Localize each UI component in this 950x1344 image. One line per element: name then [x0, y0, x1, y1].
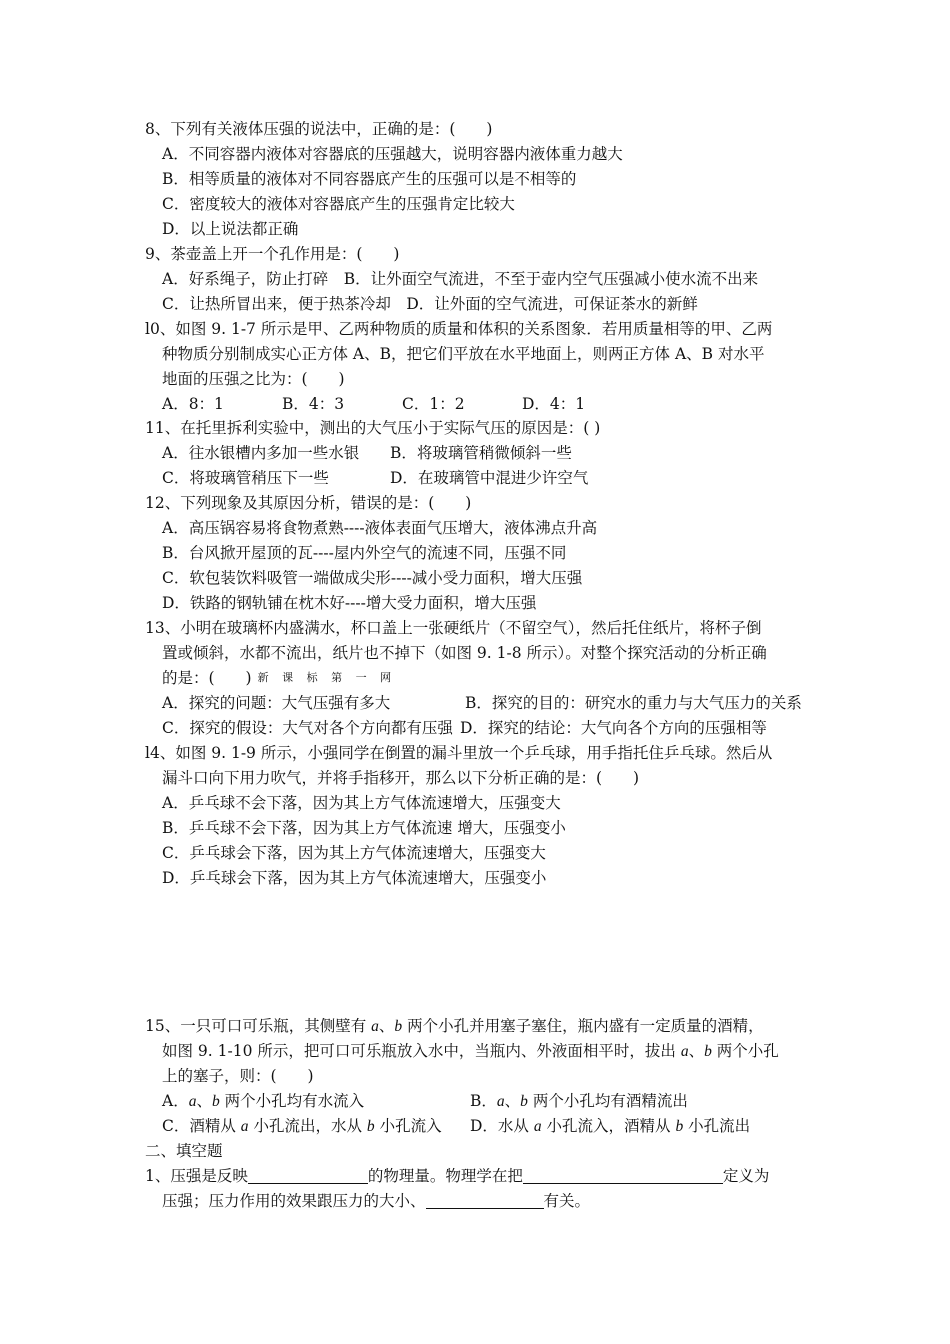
- q11-option-b: B．将玻璃管稍微倾斜一些: [390, 444, 572, 462]
- fill1-text: 定义为: [722, 1167, 770, 1185]
- q15-text: D．水从: [470, 1117, 534, 1135]
- q15-option-d: [470, 1116, 750, 1137]
- q10-stem-line2: 种物质分别制成实心正方体 A、B，把它们平放在水平地面上，则两正方体 A、B 对水平: [162, 345, 765, 363]
- q14-option-a: A．乒乓球不会下落，因为其上方气体流速增大，压强变大: [162, 794, 561, 812]
- q15-sep: 、: [378, 1017, 395, 1035]
- q13-option-b: B．探究的目的：研究水的重力与大气压力的关系: [465, 694, 802, 712]
- q15-text: 如图 9. 1-10 所示，把可口可乐瓶放入水中，当瓶内、外液面相平时，拔出: [162, 1042, 681, 1060]
- answer-blank-1[interactable]: [248, 1167, 368, 1184]
- q15-text: 小孔流出: [683, 1117, 751, 1135]
- hole-b-label: b: [394, 1018, 403, 1035]
- q12-option-c: C．软包装饮料吸管一端做成尖形----减小受力面积，增大压强: [162, 569, 583, 587]
- q10-option-d: D．4：1: [522, 395, 586, 413]
- q12-option-b: B．台风掀开屋顶的瓦----屋内外空气的流速不同，压强不同: [162, 544, 567, 562]
- q15-option-a: [162, 1091, 364, 1112]
- q15-text: 小孔流出，水从: [248, 1117, 367, 1135]
- q15-text: B．: [470, 1092, 497, 1110]
- hole-b-label: b: [520, 1093, 528, 1110]
- hole-a-label: a: [240, 1118, 249, 1135]
- fill1-text: 有关。: [543, 1192, 591, 1210]
- q10-option-a: A．8：1: [162, 395, 224, 413]
- fill1-text: 1、压强是反映: [145, 1167, 248, 1185]
- hole-b-label: b: [704, 1043, 712, 1060]
- q14-stem-line2: 漏斗口向下用力吹气，并将手指移开，那么以下分析正确的是：( ): [162, 769, 640, 787]
- fill1-text: 的物理量。物理学在把: [367, 1167, 523, 1185]
- q13-stem-line1: 13、小明在玻璃杯内盛满水，杯口盖上一张硬纸片（不留空气），然后托住纸片，将杯子倒: [145, 619, 762, 637]
- q12-option-d: D．铁路的钢轨铺在枕木好----增大受力面积，增大压强: [162, 594, 537, 612]
- q15-text: 两个小孔: [711, 1042, 779, 1060]
- q15-stem-line1: [145, 1016, 764, 1037]
- q15-text: 两个小孔均有水流入: [219, 1092, 365, 1110]
- q13-stem-text: 的是：( ): [162, 669, 252, 687]
- q10-stem-line3: 地面的压强之比为：( ): [162, 370, 345, 388]
- hole-b-label: b: [211, 1093, 220, 1110]
- q14-option-c: C．乒乓球会下落，因为其上方气体流速增大，压强变大: [162, 844, 546, 862]
- q15-option-c: [162, 1116, 442, 1137]
- q15-text: 小孔流入，酒精从: [541, 1117, 676, 1135]
- answer-blank-3[interactable]: [426, 1192, 544, 1209]
- q8-option-b: B．相等质量的液体对不同容器底产生的压强可以是不相等的: [162, 170, 577, 188]
- hole-a-label: a: [496, 1093, 505, 1110]
- hole-a-label: a: [188, 1093, 197, 1110]
- q10-option-c: C．1：2: [402, 395, 465, 413]
- q13-option-a: A．探究的问题：大气压强有多大: [162, 694, 391, 712]
- hole-b-label: b: [366, 1118, 375, 1135]
- q8-option-a: A．不同容器内液体对容器底的压强越大，说明容器内液体重力越大: [162, 145, 623, 163]
- q15-text: 小孔流入: [374, 1117, 442, 1135]
- fill1-text: 压强；压力作用的效果跟压力的大小、: [162, 1192, 426, 1210]
- q15-stem-line2: [162, 1041, 779, 1062]
- q15-option-b: [470, 1091, 688, 1112]
- hole-a-label: a: [533, 1118, 542, 1135]
- q9-options-cd: C．让热所冒出来，便于热茶冷却 D．让外面的空气流进，可保证茶水的新鲜: [162, 295, 698, 313]
- q13-stem-line2: 置或倾斜，水都不流出，纸片也不掉下（如图 9. 1-8 所示）。对整个探究活动的分析正确: [162, 644, 767, 662]
- q14-option-d: D．乒乓球会下落，因为其上方气体流速增大，压强变小: [162, 869, 547, 887]
- q8-option-c: C．密度较大的液体对容器底产生的压强肯定比较大: [162, 195, 515, 213]
- q11-option-a: A．往水银槽内多加一些水银: [162, 444, 360, 462]
- fill1-line2: [162, 1191, 590, 1211]
- q15-text: A．: [162, 1092, 189, 1110]
- q11-stem: 11、在托里拆利实验中，测出的大气压小于实际气压的原因是：( ): [145, 419, 601, 437]
- q10-stem-line1: l0、如图 9. 1-7 所示是甲、乙两种物质的质量和体积的关系图象．若用质量相等的甲、乙两: [145, 320, 773, 338]
- watermark-text: 新 课 标 第 一 网: [257, 671, 397, 684]
- q15-sep: 、: [688, 1042, 705, 1060]
- q12-stem: 12、下列现象及其原因分析，错误的是：( ): [145, 494, 472, 512]
- q15-text: 15、一只可口可乐瓶，其侧壁有: [145, 1017, 372, 1035]
- q12-option-a: A．高压锅容易将食物煮熟----液体表面气压增大，液体沸点升高: [162, 519, 598, 537]
- q11-option-c: C．将玻璃管稍压下一些: [162, 469, 329, 487]
- q9-options-ab: A．好系绳子，防止打碎 B．让外面空气流进，不至于壶内空气压强减小使水流不出来: [162, 270, 759, 288]
- hole-b-label: b: [675, 1118, 684, 1135]
- q13-option-c: C．探究的假设：大气对各个方向都有压强: [162, 719, 453, 737]
- q14-stem-line1: l4、如图 9. 1-9 所示，小强同学在倒置的漏斗里放一个乒乓球，用手指托住乒乓球。然后从: [145, 744, 773, 762]
- q9-stem: 9、茶壶盖上开一个孔作用是：( ): [145, 245, 400, 263]
- hole-a-label: a: [371, 1018, 379, 1035]
- q15-sep: 、: [196, 1092, 212, 1110]
- q15-text: C．酒精从: [162, 1117, 241, 1135]
- q14-option-b: B．乒乓球不会下落，因为其上方气体流速 增大，压强变小: [162, 819, 566, 837]
- q10-option-b: B．4：3: [282, 395, 345, 413]
- hole-a-label: a: [680, 1043, 689, 1060]
- section-heading-fill-in: 二、填空题: [145, 1142, 223, 1160]
- q15-stem-line3: 上的塞子，则：( ): [162, 1067, 314, 1085]
- q15-sep: 、: [504, 1092, 521, 1110]
- q13-option-d: D．探究的结论：大气向各个方向的压强相等: [460, 719, 767, 737]
- answer-blank-2[interactable]: [523, 1167, 723, 1184]
- q8-option-d: D．以上说法都正确: [162, 220, 299, 238]
- q15-text: 两个小孔均有酒精流出: [527, 1092, 688, 1110]
- q8-stem: 8、下列有关液体压强的说法中，正确的是：( ): [145, 120, 493, 138]
- q13-stem-line3: [162, 668, 396, 688]
- q15-text: 两个小孔并用塞子塞住，瓶内盛有一定质量的酒精，: [402, 1017, 764, 1035]
- fill1-line1: [145, 1166, 769, 1186]
- q11-option-d: D．在玻璃管中混进少许空气: [390, 469, 589, 487]
